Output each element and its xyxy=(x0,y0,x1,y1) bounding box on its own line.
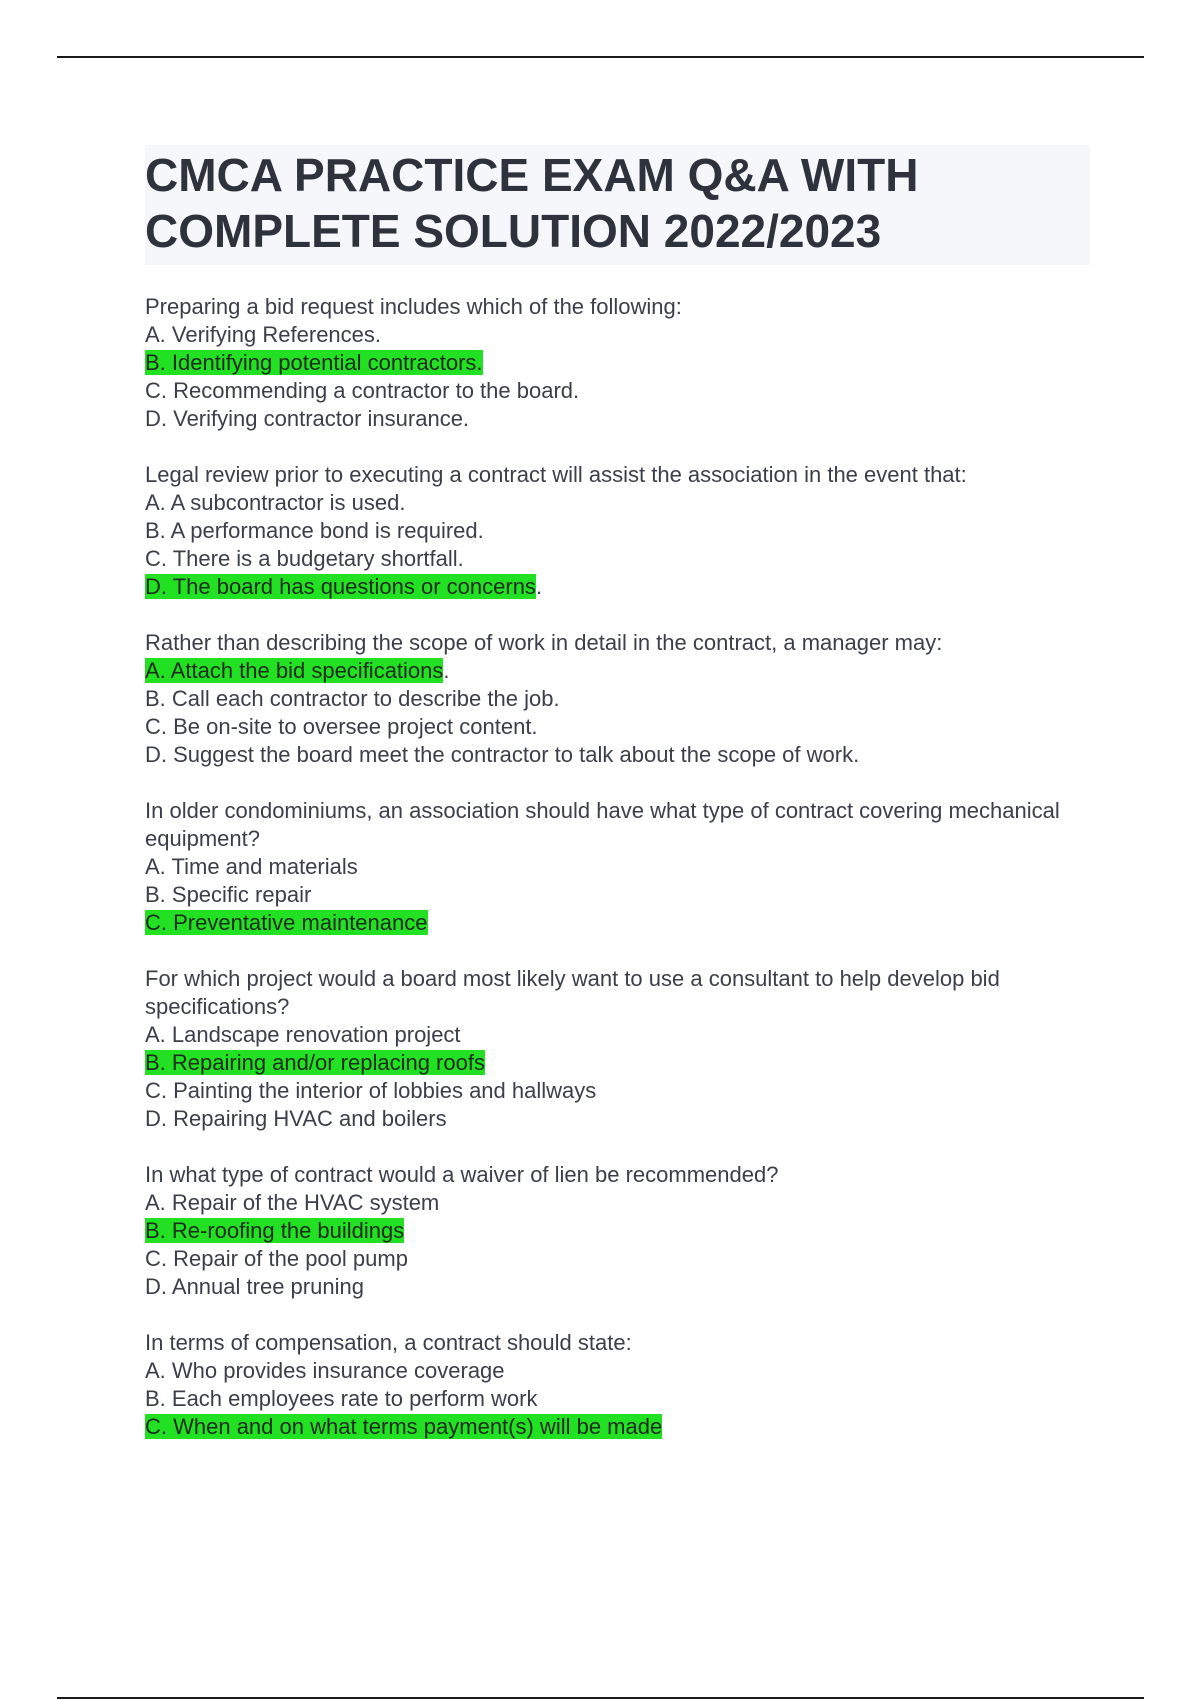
answer-option xyxy=(145,1245,1090,1273)
question-block xyxy=(145,629,1090,769)
answer-option xyxy=(145,685,1090,713)
answer-option-label: A. Who provides insurance coverage xyxy=(145,1358,505,1383)
question-text: Rather than describing the scope of work in detail in the contract, a manager may: xyxy=(145,630,943,655)
answer-option xyxy=(145,881,1090,909)
document-body xyxy=(145,145,1090,1469)
answer-option-label: B. Each employees rate to perform work xyxy=(145,1386,538,1411)
question-text: Legal review prior to executing a contract will assist the association in the event that: xyxy=(145,462,967,487)
answer-option-label: B. A performance bond is required. xyxy=(145,518,484,543)
answer-option-label: D. Suggest the board meet the contractor to talk about the scope of work. xyxy=(145,742,860,767)
answer-option-label: A. Repair of the HVAC system xyxy=(145,1190,440,1215)
question-text: In older condominiums, an association should have what type of contract covering mechanical equipment? xyxy=(145,798,1060,851)
answer-option xyxy=(145,517,1090,545)
bottom-rule xyxy=(57,1697,1144,1699)
answer-option-label: C. Preventative maintenance xyxy=(145,910,428,935)
answer-option xyxy=(145,1021,1090,1049)
answer-option-label: D. Verifying contractor insurance. xyxy=(145,406,470,431)
question-block xyxy=(145,293,1090,433)
top-rule xyxy=(57,56,1144,58)
answer-option-label: D. Repairing HVAC and boilers xyxy=(145,1106,447,1131)
answer-option-label: B. Specific repair xyxy=(145,882,312,907)
answer-option xyxy=(145,545,1090,573)
answer-option-correct xyxy=(145,1413,1090,1441)
answer-option xyxy=(145,1105,1090,1133)
question-text: Preparing a bid request includes which of the following: xyxy=(145,294,682,319)
answer-option-label: C. Painting the interior of lobbies and hallways xyxy=(145,1078,597,1103)
answer-option xyxy=(145,1357,1090,1385)
question-block xyxy=(145,1329,1090,1441)
answer-option xyxy=(145,489,1090,517)
answer-option-correct xyxy=(145,909,1090,937)
answer-option-label: C. Recommending a contractor to the board. xyxy=(145,378,580,403)
question-text: In what type of contract would a waiver of lien be recommended? xyxy=(145,1162,779,1187)
answer-option-label: C. Repair of the pool pump xyxy=(145,1246,408,1271)
question-block xyxy=(145,461,1090,601)
question-text: For which project would a board most likely want to use a consultant to help develop bid specifications? xyxy=(145,966,1000,1019)
answer-option-label: A. Attach the bid specifications xyxy=(145,658,444,683)
answer-option-label: B. Identifying potential contractors. xyxy=(145,350,483,375)
answer-option-label: A. Time and materials xyxy=(145,854,358,879)
answer-option xyxy=(145,377,1090,405)
answer-option xyxy=(145,1273,1090,1301)
document-title: CMCA PRACTICE EXAM Q&A WITH COMPLETE SOLUTION 2022/2023 xyxy=(145,149,919,257)
answer-option-label: A. A subcontractor is used. xyxy=(145,490,406,515)
answer-option-label: D. Annual tree pruning xyxy=(145,1274,364,1299)
answer-option xyxy=(145,321,1090,349)
answer-option-label: C. There is a budgetary shortfall. xyxy=(145,546,464,571)
answer-option xyxy=(145,1385,1090,1413)
title-banner xyxy=(145,145,1090,265)
answer-option-correct xyxy=(145,657,1090,685)
question-block xyxy=(145,965,1090,1133)
answer-option xyxy=(145,1077,1090,1105)
answer-option-label: B. Repairing and/or replacing roofs xyxy=(145,1050,485,1075)
answer-option-label: B. Re-roofing the buildings xyxy=(145,1218,405,1243)
question-block xyxy=(145,1161,1090,1301)
answer-option-correct xyxy=(145,1217,1090,1245)
answer-option-suffix: . xyxy=(535,574,543,599)
answer-option-label: C. When and on what terms payment(s) will be made xyxy=(145,1414,663,1439)
answer-option-correct xyxy=(145,349,1090,377)
answer-option-label: D. The board has questions or concerns xyxy=(145,574,536,599)
answer-option-label: B. Call each contractor to describe the job. xyxy=(145,686,560,711)
answer-option-label: A. Verifying References. xyxy=(145,322,382,347)
answer-option xyxy=(145,1189,1090,1217)
answer-option xyxy=(145,741,1090,769)
answer-option-label: C. Be on-site to oversee project content. xyxy=(145,714,538,739)
answer-option xyxy=(145,405,1090,433)
answer-option xyxy=(145,713,1090,741)
question-list xyxy=(145,293,1090,1441)
answer-option-correct xyxy=(145,573,1090,601)
answer-option xyxy=(145,853,1090,881)
question-block xyxy=(145,797,1090,937)
question-text: In terms of compensation, a contract should state: xyxy=(145,1330,632,1355)
answer-option-label: A. Landscape renovation project xyxy=(145,1022,461,1047)
answer-option-correct xyxy=(145,1049,1090,1077)
answer-option-suffix: . xyxy=(443,658,450,683)
